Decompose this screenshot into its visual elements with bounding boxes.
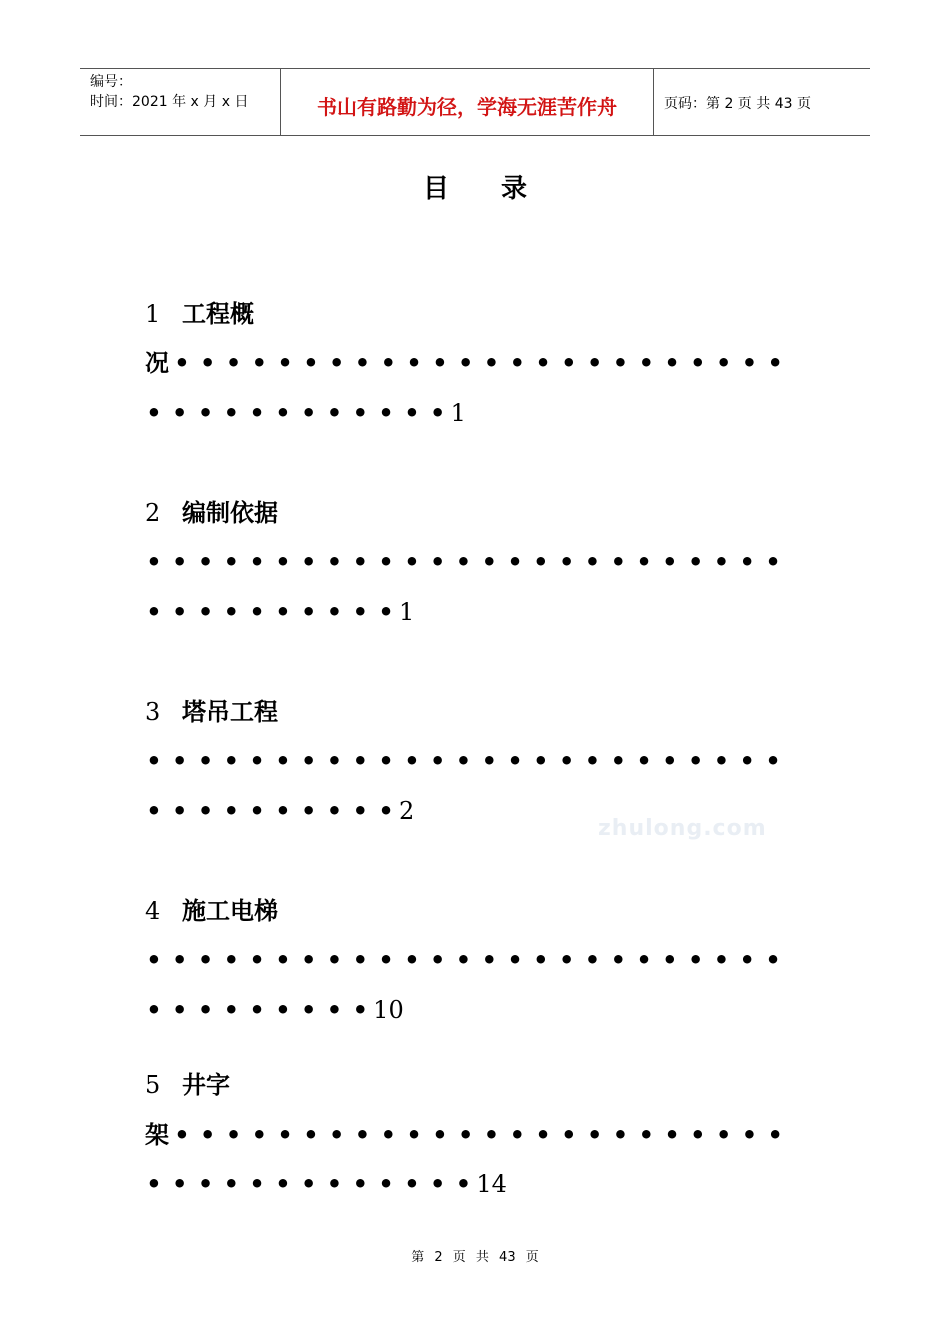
time-label: 时间：2021 年 x 月 x 日 (90, 94, 249, 110)
leader-dot: • (404, 399, 420, 427)
leader-dot: • (509, 1121, 525, 1149)
leader-dot: • (301, 399, 317, 427)
leader-dot: • (558, 548, 575, 576)
leader-dot: • (406, 1121, 422, 1149)
leader-dot: • (429, 399, 446, 427)
leader-dot: • (739, 548, 755, 576)
toc-entry-title-continued: 架 (145, 1121, 169, 1149)
leader-dot: • (636, 548, 652, 576)
leader-dot: • (378, 598, 394, 626)
leader-dot: • (200, 349, 216, 377)
leader-dot: • (303, 349, 319, 377)
leader-dot: • (301, 598, 317, 626)
toc-entry-3-leader (145, 743, 786, 779)
leader-dot: • (662, 747, 678, 775)
toc-entry-page: 1 (450, 399, 466, 427)
leader-dot: • (713, 946, 730, 974)
leader-dot: • (457, 349, 474, 377)
leader-dot: • (197, 797, 214, 825)
leader-dot: • (406, 349, 422, 377)
dot-leader (169, 1117, 788, 1153)
leader-dot: • (146, 1170, 162, 1198)
dot-leader (141, 544, 786, 580)
leader-dot: • (352, 797, 368, 825)
leader-dot: • (172, 399, 188, 427)
leader-dot: • (612, 1121, 629, 1149)
toc-entry-5-heading (145, 1067, 230, 1103)
leader-dot: • (146, 399, 162, 427)
toc-title: 目录 (422, 174, 579, 204)
leader-dot: • (429, 1170, 446, 1198)
leader-dot: • (429, 946, 446, 974)
leader-dot: • (275, 797, 291, 825)
leader-dot: • (172, 946, 188, 974)
leader-dot: • (586, 1121, 603, 1149)
leader-dot: • (172, 598, 188, 626)
leader-dot: • (275, 1170, 291, 1198)
leader-dot: • (301, 747, 317, 775)
number-label: 编号： (90, 74, 132, 90)
leader-dot: • (739, 946, 755, 974)
leader-dot: • (326, 797, 343, 825)
toc-entry-title-continued: 况 (145, 349, 169, 377)
leader-dot: • (533, 747, 549, 775)
leader-dot: • (223, 747, 239, 775)
leader-dot: • (380, 1121, 396, 1149)
leader-dot: • (429, 548, 446, 576)
leader-dot: • (223, 399, 239, 427)
leader-dot: • (225, 1121, 242, 1149)
leader-dot: • (483, 349, 500, 377)
leader-dot: • (352, 598, 368, 626)
leader-dot: • (687, 946, 704, 974)
leader-dot: • (584, 946, 601, 974)
leader-dot: • (172, 1170, 188, 1198)
leader-dot: • (715, 349, 732, 377)
leader-dot: • (558, 747, 575, 775)
leader-dot: • (378, 747, 394, 775)
dot-leader (141, 992, 373, 1028)
leader-dot: • (561, 349, 577, 377)
header-meta (80, 69, 281, 135)
header-page-info: 页码：第 2 页 共 43 页 (664, 96, 811, 112)
leader-dot: • (223, 1170, 239, 1198)
leader-dot: • (636, 747, 652, 775)
toc-entry-title: 施工电梯 (182, 897, 278, 925)
toc-entry-1-leader-end (145, 395, 466, 431)
leader-dot: • (378, 399, 394, 427)
leader-dot: • (352, 996, 368, 1024)
leader-dot: • (174, 1121, 190, 1149)
leader-dot: • (352, 399, 368, 427)
leader-dot: • (326, 548, 343, 576)
leader-dot: • (352, 946, 368, 974)
leader-dot: • (301, 797, 317, 825)
leader-dot: • (275, 399, 291, 427)
leader-dot: • (507, 548, 523, 576)
leader-dot: • (197, 548, 214, 576)
leader-dot: • (533, 946, 549, 974)
dot-leader (141, 942, 786, 978)
leader-dot: • (380, 349, 396, 377)
leader-dot: • (197, 747, 214, 775)
page-header (80, 68, 870, 136)
leader-dot: • (277, 349, 293, 377)
leader-dot: • (197, 598, 214, 626)
toc-entry-number: 5 (145, 1071, 161, 1099)
toc-entry-page: 14 (476, 1170, 507, 1198)
leader-dot: • (741, 1121, 758, 1149)
leader-dot: • (713, 548, 730, 576)
leader-dot: • (535, 349, 551, 377)
leader-dot: • (275, 946, 291, 974)
leader-dot: • (249, 598, 265, 626)
leader-dot: • (664, 349, 680, 377)
leader-dot: • (687, 747, 704, 775)
toc-entry-title: 塔吊工程 (182, 698, 278, 726)
leader-dot: • (172, 797, 188, 825)
leader-dot: • (146, 996, 162, 1024)
leader-dot: • (432, 1121, 448, 1149)
leader-dot: • (610, 946, 626, 974)
leader-dot: • (378, 946, 394, 974)
toc-entry-3-leader-end (145, 793, 414, 829)
leader-dot: • (225, 349, 242, 377)
leader-dot: • (354, 1121, 371, 1149)
leader-dot: • (223, 996, 239, 1024)
leader-dot: • (329, 1121, 345, 1149)
toc-entry-page: 2 (398, 797, 415, 825)
leader-dot: • (767, 1121, 783, 1149)
leader-dot: • (329, 349, 345, 377)
leader-dot: • (146, 797, 162, 825)
leader-dot: • (662, 946, 678, 974)
dot-leader (141, 1166, 476, 1202)
leader-dot: • (146, 946, 162, 974)
leader-dot: • (432, 349, 448, 377)
leader-dot: • (301, 548, 317, 576)
toc-entry-4-leader-end (145, 992, 404, 1028)
leader-dot: • (326, 598, 343, 626)
leader-dot: • (172, 548, 188, 576)
leader-dot: • (277, 1121, 293, 1149)
leader-dot: • (249, 1170, 265, 1198)
leader-dot: • (610, 747, 626, 775)
toc-entry-4-leader (145, 942, 786, 978)
toc-entry-3-heading (145, 694, 278, 730)
leader-dot: • (690, 349, 706, 377)
leader-dot: • (275, 598, 291, 626)
header-motto: 书山有路勤为径，学海无涯苦作舟 (281, 69, 654, 135)
leader-dot: • (223, 797, 239, 825)
leader-dot: • (378, 797, 394, 825)
leader-dot: • (690, 1121, 706, 1149)
toc-entry-2-leader (145, 544, 786, 580)
dot-leader (141, 743, 786, 779)
leader-dot: • (481, 946, 497, 974)
toc-entry-title: 工程概 (182, 300, 254, 328)
leader-dot: • (558, 946, 575, 974)
leader-dot: • (146, 747, 162, 775)
leader-dot: • (174, 349, 190, 377)
leader-dot: • (326, 747, 343, 775)
leader-dot: • (713, 747, 730, 775)
page-footer: 第 2 页 共 43 页 (411, 1250, 539, 1265)
leader-dot: • (326, 996, 343, 1024)
leader-dot: • (455, 1170, 472, 1198)
toc-entry-4-heading (145, 893, 278, 929)
leader-dot: • (612, 349, 629, 377)
leader-dot: • (767, 349, 783, 377)
dot-leader (141, 395, 451, 431)
toc-entry-5-leader-end (145, 1166, 507, 1202)
toc-entry-5-leader (145, 1117, 788, 1153)
dot-leader (141, 594, 399, 630)
toc-entry-title: 井字 (182, 1071, 230, 1099)
leader-dot: • (354, 349, 371, 377)
leader-dot: • (301, 1170, 317, 1198)
leader-dot: • (765, 548, 781, 576)
leader-dot: • (481, 747, 497, 775)
toc-entry-1-leader (145, 345, 788, 381)
leader-dot: • (455, 946, 472, 974)
leader-dot: • (481, 548, 497, 576)
leader-dot: • (172, 996, 188, 1024)
leader-dot: • (378, 548, 394, 576)
leader-dot: • (455, 548, 472, 576)
leader-dot: • (352, 548, 368, 576)
leader-dot: • (610, 548, 626, 576)
leader-dot: • (586, 349, 603, 377)
toc-entry-2-leader-end (145, 594, 414, 630)
toc-entry-2-heading (145, 495, 278, 531)
leader-dot: • (326, 399, 343, 427)
leader-dot: • (197, 996, 214, 1024)
leader-dot: • (509, 349, 525, 377)
leader-dot: • (197, 1170, 214, 1198)
leader-dot: • (249, 747, 265, 775)
leader-dot: • (303, 1121, 319, 1149)
leader-dot: • (275, 548, 291, 576)
leader-dot: • (664, 1121, 680, 1149)
leader-dot: • (197, 946, 214, 974)
leader-dot: • (172, 747, 188, 775)
leader-dot: • (404, 946, 420, 974)
toc-entry-title: 编制依据 (182, 499, 278, 527)
leader-dot: • (507, 946, 523, 974)
toc-entry-page: 1 (398, 598, 415, 626)
leader-dot: • (275, 747, 291, 775)
leader-dot: • (146, 598, 162, 626)
leader-dot: • (301, 996, 317, 1024)
leader-dot: • (275, 996, 291, 1024)
leader-dot: • (326, 1170, 343, 1198)
leader-dot: • (146, 548, 162, 576)
leader-dot: • (507, 747, 523, 775)
leader-dot: • (741, 349, 758, 377)
leader-dot: • (404, 1170, 420, 1198)
leader-dot: • (638, 1121, 654, 1149)
leader-dot: • (638, 349, 654, 377)
leader-dot: • (765, 946, 781, 974)
leader-dot: • (197, 399, 214, 427)
leader-dot: • (739, 747, 755, 775)
leader-dot: • (249, 946, 265, 974)
leader-dot: • (223, 548, 239, 576)
leader-dot: • (249, 996, 265, 1024)
leader-dot: • (251, 349, 267, 377)
leader-dot: • (251, 1121, 267, 1149)
leader-dot: • (301, 946, 317, 974)
leader-dot: • (483, 1121, 500, 1149)
toc-entry-page: 10 (373, 996, 404, 1024)
toc-entry-1-heading (145, 296, 254, 332)
toc-entry-number: 4 (145, 897, 161, 925)
leader-dot: • (561, 1121, 577, 1149)
leader-dot: • (662, 548, 678, 576)
leader-dot: • (223, 598, 239, 626)
toc-entry-number: 2 (145, 499, 161, 527)
dot-leader (141, 793, 399, 829)
watermark: zhulong.com (598, 816, 767, 841)
leader-dot: • (533, 548, 549, 576)
leader-dot: • (249, 548, 265, 576)
leader-dot: • (404, 747, 420, 775)
leader-dot: • (249, 797, 265, 825)
leader-dot: • (636, 946, 652, 974)
leader-dot: • (715, 1121, 732, 1149)
leader-dot: • (352, 747, 368, 775)
leader-dot: • (687, 548, 704, 576)
leader-dot: • (765, 747, 781, 775)
leader-dot: • (326, 946, 343, 974)
leader-dot: • (404, 548, 420, 576)
leader-dot: • (535, 1121, 551, 1149)
dot-leader (169, 345, 788, 381)
leader-dot: • (223, 946, 239, 974)
leader-dot: • (378, 1170, 394, 1198)
leader-dot: • (200, 1121, 216, 1149)
leader-dot: • (584, 548, 601, 576)
toc-entry-number: 1 (145, 300, 161, 328)
leader-dot: • (455, 747, 472, 775)
leader-dot: • (352, 1170, 368, 1198)
leader-dot: • (429, 747, 446, 775)
leader-dot: • (457, 1121, 474, 1149)
leader-dot: • (584, 747, 601, 775)
toc-entry-number: 3 (145, 698, 161, 726)
leader-dot: • (249, 399, 265, 427)
